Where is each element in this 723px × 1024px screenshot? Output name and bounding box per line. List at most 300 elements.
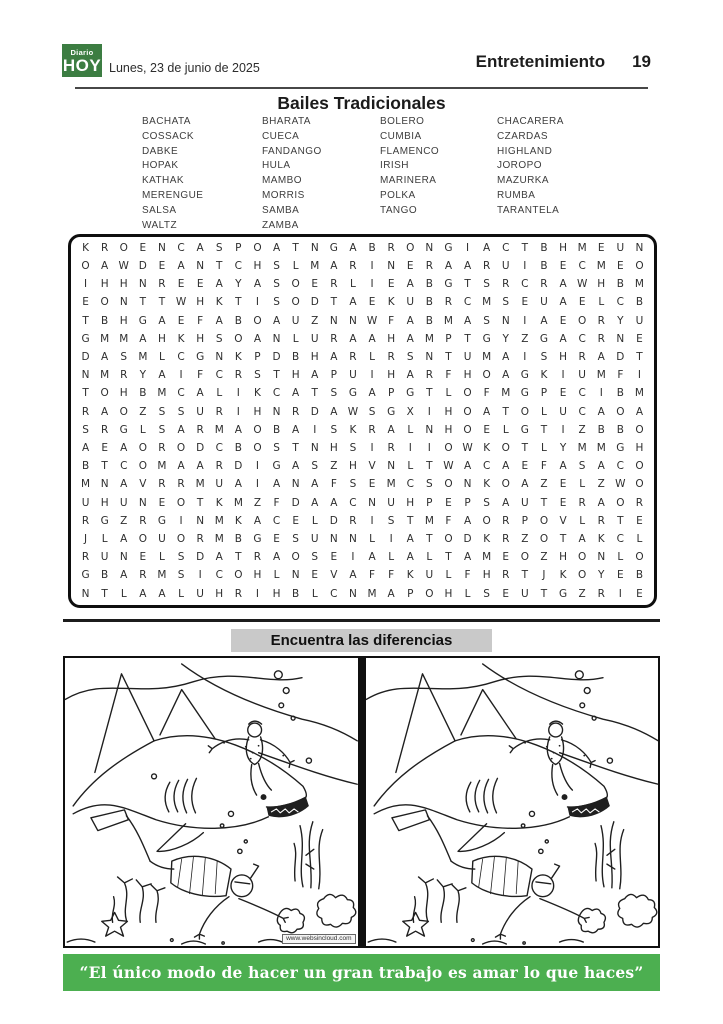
grid-letter: R	[387, 241, 395, 254]
word-item: CUMBIA	[380, 130, 422, 142]
grid-letter: A	[330, 351, 338, 364]
grid-letter: B	[425, 278, 433, 291]
grid-letter: E	[292, 514, 299, 527]
grid-letter: H	[559, 551, 567, 564]
grid-letter: A	[120, 478, 128, 491]
grid-letter: C	[616, 296, 625, 309]
word-item: MAZURKA	[497, 175, 550, 187]
grid-letter: N	[310, 241, 319, 254]
grid-letter: B	[425, 296, 433, 309]
grid-letter: C	[578, 405, 586, 418]
grid-letter: G	[348, 387, 358, 400]
grid-letter: H	[444, 423, 453, 436]
grid-letter: E	[273, 533, 280, 546]
grid-letter: T	[636, 351, 643, 364]
grid-letter: E	[82, 296, 89, 309]
grid-letter: A	[406, 332, 414, 345]
grid-letter: D	[81, 351, 90, 364]
grid-letter: N	[100, 478, 109, 491]
grid-letter: O	[253, 423, 262, 436]
grid-letter: A	[406, 551, 414, 564]
grid-letter: R	[502, 533, 510, 546]
grid-letter: C	[502, 241, 510, 254]
grid-letter: G	[558, 587, 568, 600]
grid-letter: A	[368, 332, 376, 345]
grid-letter: H	[291, 369, 300, 382]
grid-letter: R	[597, 587, 605, 600]
grid-letter: K	[483, 442, 491, 455]
grid-letter: O	[444, 478, 453, 491]
grid-letter: S	[330, 423, 338, 436]
grid-letter: O	[501, 478, 510, 491]
grid-letter: R	[158, 478, 166, 491]
grid-letter: R	[177, 478, 185, 491]
grid-letter: T	[216, 260, 223, 273]
grid-letter: O	[291, 278, 300, 291]
grid-letter: S	[426, 478, 433, 491]
grid-letter: C	[406, 478, 414, 491]
grid-letter: T	[235, 551, 242, 564]
grid-letter: W	[615, 478, 626, 491]
grid-letter: M	[424, 514, 434, 527]
wordsearch-title: Bailes Tradicionales	[277, 93, 446, 113]
grid-letter: K	[215, 496, 223, 509]
grid-letter: C	[177, 351, 185, 364]
word-item: CUECA	[262, 130, 300, 142]
shark-scene-right	[366, 658, 659, 946]
grid-letter: S	[483, 278, 490, 291]
word-column	[262, 115, 322, 233]
grid-letter: P	[254, 351, 261, 364]
grid-letter: B	[139, 387, 147, 400]
grid-letter: P	[407, 587, 414, 600]
grid-letter: A	[196, 387, 204, 400]
grid-letter: N	[329, 314, 338, 327]
grid-letter: N	[368, 496, 376, 509]
grid-letter: I	[313, 423, 317, 436]
grid-letter: M	[157, 460, 167, 473]
grid-letter: N	[291, 569, 300, 582]
grid-letter: Y	[598, 569, 605, 582]
grid-letter: L	[502, 423, 509, 436]
grid-letter: K	[215, 296, 223, 309]
grid-letter: I	[599, 387, 603, 400]
word-item: TARANTELA	[497, 204, 560, 216]
grid-letter: T	[101, 587, 108, 600]
grid-letter: S	[158, 423, 166, 436]
grid-letter: A	[139, 587, 147, 600]
grid-letter: B	[101, 314, 109, 327]
grid-letter: A	[139, 332, 147, 345]
grid-letter: L	[636, 533, 643, 546]
grid-letter: I	[465, 241, 470, 254]
grid-letter: H	[444, 405, 453, 418]
grid-letter: G	[138, 314, 147, 327]
page-number: 19	[632, 52, 651, 71]
grid-letter: D	[329, 514, 338, 527]
grid-letter: E	[502, 551, 510, 564]
grid-letter: G	[196, 351, 205, 364]
grid-letter: H	[215, 587, 224, 600]
grid-letter: S	[177, 405, 185, 418]
grid-letter: V	[368, 460, 376, 473]
grid-letter: G	[520, 387, 529, 400]
grid-letter: U	[463, 351, 472, 364]
grid-letter: M	[501, 387, 511, 400]
grid-letter: W	[576, 278, 588, 291]
grid-letter: U	[310, 332, 319, 345]
grid-letter: S	[540, 351, 548, 364]
grid-letter: O	[539, 514, 549, 527]
grid-letter: O	[578, 569, 587, 582]
grid-letter: N	[425, 241, 434, 254]
grid-letter: M	[634, 387, 644, 400]
grid-letter: E	[636, 332, 643, 345]
grid-letter: M	[424, 332, 434, 345]
grid-letter: R	[635, 496, 644, 509]
word-item: COSSACK	[142, 130, 195, 142]
grid-letter: N	[501, 314, 510, 327]
grid-letter: O	[520, 551, 529, 564]
grid-letter: B	[540, 241, 548, 254]
word-item: HULA	[262, 160, 291, 172]
grid-letter: A	[292, 387, 300, 400]
word-item: RUMBA	[497, 189, 536, 201]
grid-letter: C	[616, 460, 625, 473]
grid-letter: C	[578, 260, 586, 273]
grid-letter: C	[616, 533, 625, 546]
grid-letter: T	[445, 351, 452, 364]
grid-letter: L	[388, 551, 395, 564]
section-header	[476, 52, 651, 72]
grid-letter: A	[406, 533, 414, 546]
grid-letter: T	[426, 460, 433, 473]
grid-letter: M	[386, 478, 396, 491]
grid-letter: A	[502, 351, 510, 364]
grid-letter: K	[483, 478, 491, 491]
grid-letter: C	[272, 387, 281, 400]
grid-letter: E	[559, 496, 567, 509]
grid-letter: A	[330, 496, 338, 509]
grid-letter: T	[540, 423, 548, 436]
grid-letter: Y	[559, 442, 567, 455]
grid-letter: F	[330, 478, 337, 491]
grid-letter: T	[196, 496, 204, 509]
grid-letter: A	[272, 551, 281, 564]
grid-letter: M	[596, 260, 606, 273]
grid-letter: E	[578, 296, 586, 309]
grid-letter: R	[502, 278, 510, 291]
grid-letter: R	[330, 332, 338, 345]
word-item: HIGHLAND	[497, 145, 553, 157]
grid-letter: F	[617, 369, 624, 382]
grid-letter: A	[253, 332, 262, 345]
grid-letter: B	[81, 460, 90, 473]
grid-letter: E	[177, 278, 185, 291]
grid-letter: A	[406, 369, 414, 382]
grid-letter: C	[349, 496, 357, 509]
grid-letter: O	[253, 442, 262, 455]
grid-letter: R	[349, 351, 357, 364]
grid-letter: A	[272, 241, 281, 254]
grid-letter: G	[100, 514, 109, 527]
grid-letter: U	[521, 587, 529, 600]
grid-letter: E	[483, 423, 490, 436]
grid-letter: S	[82, 423, 89, 436]
grid-letter: V	[139, 478, 147, 491]
grid-letter: H	[253, 260, 262, 273]
grid-letter: I	[561, 369, 565, 382]
grid-letter: Z	[521, 533, 529, 546]
grid-letter: O	[291, 551, 300, 564]
word-item: SALSA	[142, 204, 177, 216]
grid-letter: Z	[578, 587, 586, 600]
grid-letter: I	[255, 478, 259, 491]
grid-letter: A	[177, 423, 185, 436]
grid-letter: A	[253, 514, 262, 527]
grid-letter: U	[559, 405, 567, 418]
grid-letter: A	[272, 314, 281, 327]
word-item: HOPAK	[142, 160, 179, 172]
word-column	[142, 115, 203, 233]
grid-letter: T	[521, 241, 529, 254]
grid-letter: B	[597, 423, 605, 436]
grid-letter: U	[501, 260, 510, 273]
grid-letter: H	[196, 332, 205, 345]
grid-letter: I	[179, 369, 183, 382]
grid-letter: C	[215, 442, 223, 455]
grid-letter: F	[483, 387, 490, 400]
grid-letter: G	[520, 369, 529, 382]
grid-letter: H	[310, 351, 319, 364]
grid-letter: X	[406, 405, 414, 418]
header-divider	[75, 87, 648, 89]
grid-letter: M	[214, 533, 224, 546]
grid-letter: H	[387, 332, 396, 345]
grid-letter: N	[119, 551, 128, 564]
grid-letter: E	[158, 260, 166, 273]
grid-letter: G	[81, 569, 90, 582]
grid-letter: P	[521, 514, 529, 527]
grid-letter: A	[158, 587, 166, 600]
grid-letter: R	[139, 569, 147, 582]
grid-letter: S	[273, 442, 280, 455]
grid-letter: Z	[521, 332, 529, 345]
quote-banner	[63, 954, 660, 991]
grid-letter: E	[445, 496, 452, 509]
grid-letter: L	[598, 296, 605, 309]
grid-letter: T	[139, 296, 147, 309]
grid-letter: T	[407, 514, 414, 527]
grid-letter: K	[387, 296, 395, 309]
grid-letter: I	[370, 514, 374, 527]
grid-letter: R	[100, 241, 109, 254]
grid-letter: A	[253, 278, 262, 291]
grid-letter: M	[214, 423, 224, 436]
grid-letter: R	[482, 260, 491, 273]
grid-letter: S	[292, 533, 299, 546]
grid-letter: A	[444, 260, 453, 273]
logo-hoy-text: HOY	[62, 55, 102, 75]
grid-letter: R	[81, 551, 90, 564]
grid-letter: L	[541, 405, 547, 418]
differences-title: Encuentra las diferencias	[231, 629, 493, 652]
grid-letter: M	[157, 387, 167, 400]
grid-letter: M	[310, 260, 320, 273]
grid-letter: L	[159, 351, 165, 364]
word-column	[497, 115, 564, 219]
grid-letter: C	[177, 241, 185, 254]
grid-letter: I	[523, 260, 527, 273]
grid-letter: V	[559, 514, 567, 527]
grid-letter: B	[635, 569, 644, 582]
grid-letter: L	[579, 478, 586, 491]
grid-letter: T	[273, 369, 280, 382]
grid-letter: E	[617, 569, 624, 582]
grid-letter: R	[368, 423, 376, 436]
grid-letter: N	[138, 278, 147, 291]
grid-letter: L	[407, 460, 414, 473]
grid-letter: M	[214, 514, 224, 527]
grid-letter: N	[291, 478, 300, 491]
grid-letter: S	[158, 405, 166, 418]
grid-letter: A	[311, 478, 319, 491]
grid-letter: B	[616, 387, 624, 400]
difference-image-right	[364, 656, 661, 948]
grid-letter: I	[370, 442, 374, 455]
grid-letter: N	[310, 442, 319, 455]
grid-letter: D	[272, 351, 281, 364]
grid-letter: N	[81, 587, 90, 600]
grid-letter: J	[542, 569, 546, 582]
word-item: SAMBA	[262, 204, 300, 216]
grid-letter: A	[387, 587, 395, 600]
grid-letter: A	[158, 369, 166, 382]
grid-letter: M	[443, 314, 453, 327]
grid-letter: A	[120, 533, 128, 546]
grid-letter: P	[426, 496, 433, 509]
grid-letter: M	[100, 332, 110, 345]
grid-letter: A	[272, 478, 281, 491]
grid-letter: B	[635, 296, 644, 309]
grid-letter: N	[349, 533, 357, 546]
grid-letter: M	[367, 587, 377, 600]
grid-letter: A	[597, 351, 605, 364]
grid-letter: Z	[330, 460, 338, 473]
grid-letter: R	[444, 296, 453, 309]
grid-letter: R	[502, 514, 510, 527]
grid-letter: A	[234, 423, 242, 436]
grid-letter: S	[349, 478, 357, 491]
grid-letter: B	[292, 351, 300, 364]
grid-letter: M	[577, 241, 587, 254]
grid-letter: A	[349, 296, 357, 309]
grid-letter: R	[597, 332, 605, 345]
word-item: IRISH	[380, 160, 409, 172]
grid-letter: A	[502, 496, 510, 509]
grid-letter: A	[463, 514, 472, 527]
grid-letter: R	[425, 260, 433, 273]
grid-letter: S	[273, 296, 280, 309]
grid-letter: A	[463, 460, 472, 473]
grid-letter: N	[463, 478, 472, 491]
grid-letter: A	[101, 405, 109, 418]
differences-title-wrap	[0, 629, 723, 652]
grid-letter: I	[389, 533, 393, 546]
grid-letter: L	[120, 587, 127, 600]
grid-letter: I	[370, 369, 374, 382]
grid-letter: H	[482, 569, 491, 582]
grid-letter: Z	[578, 423, 586, 436]
grid-letter: Z	[120, 514, 128, 527]
grid-letter: O	[81, 260, 90, 273]
grid-letter: A	[559, 332, 567, 345]
grid-letter: O	[138, 460, 147, 473]
grid-letter: M	[100, 369, 110, 382]
word-item: CHACARERA	[497, 116, 564, 127]
grid-letter: A	[120, 569, 128, 582]
grid-letter: S	[578, 460, 586, 473]
grid-letter: E	[559, 260, 567, 273]
grid-letter: B	[616, 423, 624, 436]
grid-letter: S	[406, 351, 414, 364]
grid-letter: R	[215, 460, 223, 473]
grid-letter: L	[369, 533, 375, 546]
grid-letter: Y	[235, 278, 242, 291]
grid-letter: A	[158, 314, 166, 327]
grid-letter: A	[330, 405, 338, 418]
grid-letter: A	[502, 369, 510, 382]
grid-letter: E	[559, 314, 567, 327]
grid-letter: O	[463, 423, 472, 436]
grid-letter: K	[82, 241, 89, 254]
grid-letter: U	[196, 587, 204, 600]
grid-letter: C	[482, 460, 491, 473]
grid-letter: U	[406, 296, 415, 309]
section-title: Entretenimiento	[475, 52, 606, 71]
grid-letter: O	[444, 442, 453, 455]
grid-letter: Z	[540, 478, 548, 491]
shark-scene-left	[65, 658, 358, 946]
grid-letter: A	[177, 260, 185, 273]
grid-letter: L	[350, 278, 356, 291]
grid-letter: O	[119, 241, 128, 254]
grid-letter: A	[559, 296, 567, 309]
grid-letter: T	[426, 387, 433, 400]
grid-letter: A	[349, 569, 357, 582]
word-item: MAMBO	[262, 175, 303, 187]
grid-letter: C	[521, 278, 529, 291]
grid-letter: U	[521, 496, 529, 509]
grid-letter: L	[541, 442, 547, 455]
grid-letter: S	[215, 241, 223, 254]
grid-letter: E	[521, 460, 529, 473]
grid-letter: I	[523, 314, 527, 327]
grid-letter: T	[158, 296, 166, 309]
grid-letter: H	[119, 314, 128, 327]
grid-letter: H	[100, 278, 109, 291]
grid-letter: R	[540, 278, 548, 291]
grid-letter: S	[254, 369, 261, 382]
grid-letter: K	[559, 569, 567, 582]
word-item: KATHAK	[142, 175, 184, 187]
grid-letter: L	[292, 260, 299, 273]
grid-letter: T	[82, 387, 89, 400]
grid-letter: M	[596, 442, 606, 455]
grid-letter: A	[349, 241, 357, 254]
grid-letter: N	[272, 332, 281, 345]
grid-letter: H	[253, 569, 262, 582]
